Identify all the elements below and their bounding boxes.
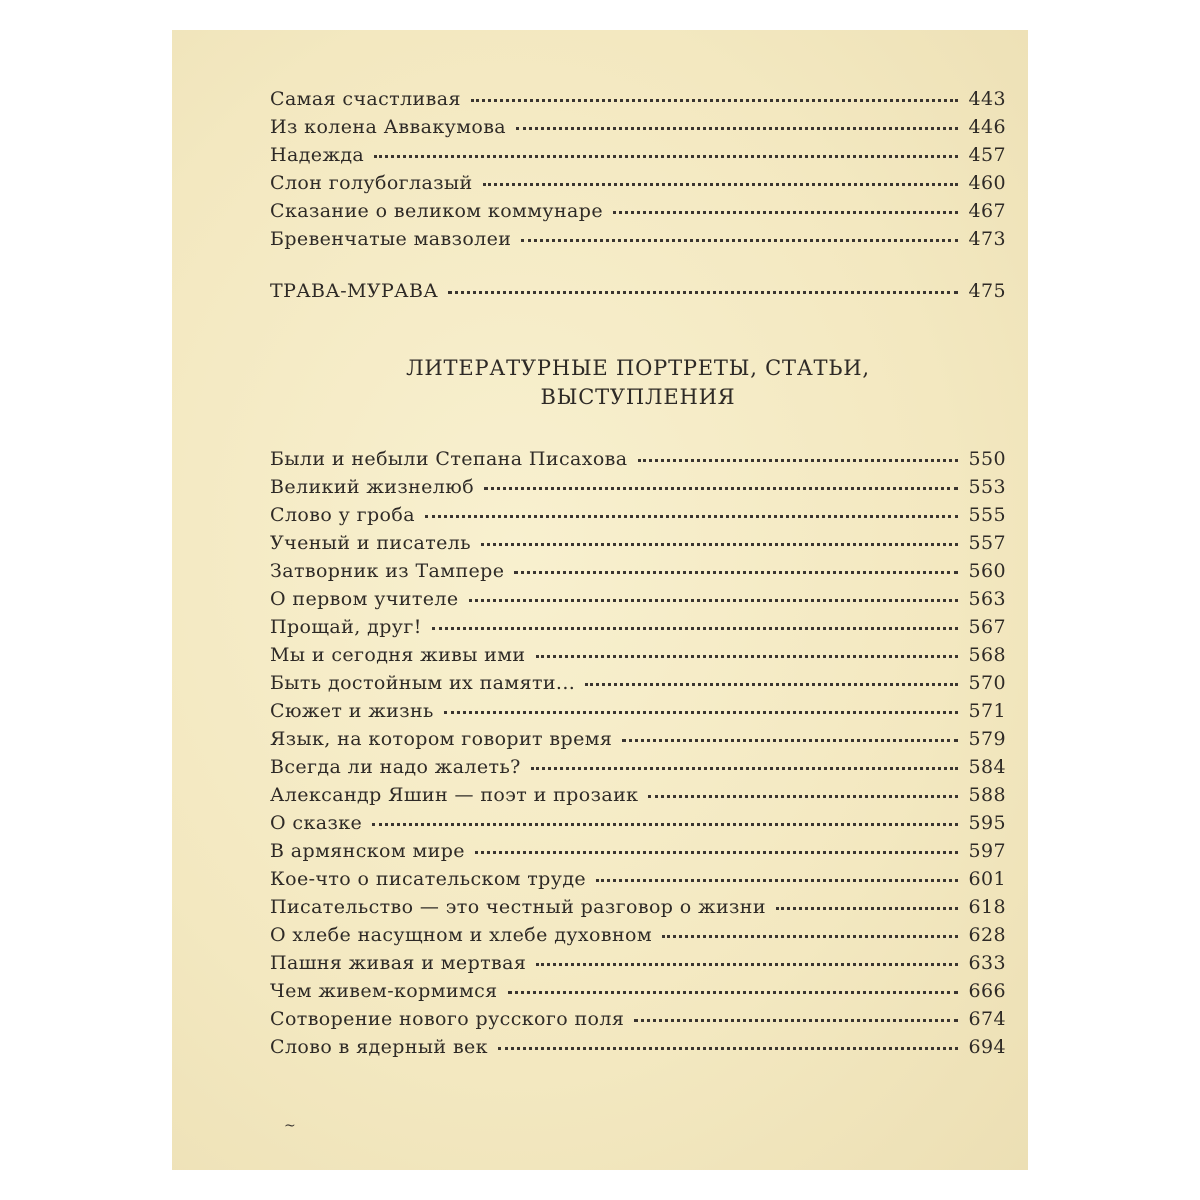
dot-leader [521, 239, 958, 242]
toc-entry-page: 588 [968, 784, 1006, 806]
toc-entry-title: Пашня живая и мертвая [270, 952, 527, 974]
toc-entry-title: Кое-что о писательском труде [270, 868, 587, 890]
dot-leader [372, 823, 958, 826]
section-heading-line: ВЫСТУПЛЕНИЯ [540, 385, 736, 409]
dot-leader [469, 599, 958, 602]
toc-entry-page: 628 [968, 924, 1006, 946]
dot-leader [531, 767, 958, 770]
dot-leader [425, 515, 958, 518]
toc-entry-page: 467 [968, 200, 1006, 222]
toc-entry [270, 1008, 1006, 1036]
section-heading-line: ЛИТЕРАТУРНЫЕ ПОРТРЕТЫ, СТАТЬИ, [406, 356, 870, 380]
toc-entry-page: 446 [968, 116, 1006, 138]
dot-leader [508, 991, 958, 994]
toc-entry-page: 666 [968, 980, 1006, 1002]
toc-entry-title: Слово в ядерный век [270, 1036, 488, 1058]
toc-entry-page: 553 [968, 476, 1006, 498]
toc-entry-page: 674 [968, 1008, 1006, 1030]
toc-entry [270, 448, 1006, 476]
dot-leader [432, 627, 958, 630]
toc-entry-page: 571 [968, 700, 1006, 722]
toc-entry [270, 924, 1006, 952]
dot-leader [484, 487, 958, 490]
toc-entry-page: 475 [968, 280, 1006, 302]
toc-entry [270, 116, 1006, 144]
toc-entry-title: Прощай, друг! [270, 616, 422, 638]
toc-entry [270, 980, 1006, 1008]
toc-entry-title: Сюжет и жизнь [270, 700, 434, 722]
toc-entry-title: Мы и сегодня живы ими [270, 644, 526, 666]
toc-entry-page: 568 [968, 644, 1006, 666]
toc-entry-title: Александр Яшин — поэт и прозаик [270, 784, 639, 806]
toc-entry [270, 868, 1006, 896]
toc-entry [270, 588, 1006, 616]
dot-leader [516, 127, 958, 130]
dot-leader [622, 739, 958, 742]
toc-entry-page: 567 [968, 616, 1006, 638]
toc-entry [270, 672, 1006, 700]
toc-entry [270, 144, 1006, 172]
dot-leader [536, 655, 959, 658]
toc-entry [270, 700, 1006, 728]
dot-leader [648, 795, 958, 798]
toc-entry-page: 584 [968, 756, 1006, 778]
toc-entry-page: 473 [968, 228, 1006, 250]
dot-leader [374, 155, 958, 158]
toc-entry-page: 601 [968, 868, 1006, 890]
dot-leader [638, 459, 959, 462]
dot-leader [448, 291, 958, 294]
toc-entry-title: Сказание о великом коммунаре [270, 200, 603, 222]
dot-leader [498, 1047, 958, 1050]
toc-entry-title: О сказке [270, 812, 363, 834]
toc-entry-page: 595 [968, 812, 1006, 834]
toc-entry [270, 560, 1006, 588]
toc-entry-page: 563 [968, 588, 1006, 610]
toc-entry [270, 1036, 1006, 1064]
toc-entry-page: 555 [968, 504, 1006, 526]
toc-entry-title: О хлебе насущном и хлебе духовном [270, 924, 653, 946]
toc-entry-page: 694 [968, 1036, 1006, 1058]
toc-entry-page: 460 [968, 172, 1006, 194]
toc-entry [270, 728, 1006, 756]
toc-entry [270, 476, 1006, 504]
toc-entry-page: 443 [968, 88, 1006, 110]
toc-entry-title: Были и небыли Степана Писахова [270, 448, 628, 470]
toc-entry-standalone [270, 280, 1006, 308]
dot-leader [662, 935, 958, 938]
toc-entry-page: 618 [968, 896, 1006, 918]
toc-entry [270, 896, 1006, 924]
toc-entry-page: 457 [968, 144, 1006, 166]
toc-entry [270, 172, 1006, 200]
dot-leader [444, 711, 958, 714]
toc-entry [270, 756, 1006, 784]
toc-entry-page: 557 [968, 532, 1006, 554]
toc-entry-title: Из колена Аввакумова [270, 116, 507, 138]
toc-entry-page: 550 [968, 448, 1006, 470]
dot-leader [596, 879, 958, 882]
toc-entry-title: Надежда [270, 144, 365, 166]
toc-entry-title: Быть достойным их памяти... [270, 672, 576, 694]
toc-entry-title: Бревенчатые мавзолеи [270, 228, 512, 250]
dot-leader [776, 907, 958, 910]
toc-entry [270, 616, 1006, 644]
toc-entry [270, 532, 1006, 560]
toc-entry-title: Ученый и писатель [270, 532, 471, 554]
toc-entry-title: ТРАВА-МУРАВА [270, 280, 439, 302]
dot-leader [483, 183, 958, 186]
section-heading [270, 354, 1006, 412]
toc-entry-title: Затворник из Тампере [270, 560, 505, 582]
dot-leader [585, 683, 958, 686]
toc-entry-title: В армянском мире [270, 840, 465, 862]
toc-entry-title: Писательство — это честный разговор о жизни [270, 896, 766, 918]
toc-entry-title: Слон голубоглазый [270, 172, 473, 194]
toc-entry-page: 597 [968, 840, 1006, 862]
toc-entry-title: Чем живем-кормимся [270, 980, 498, 1002]
toc-entry-page: 570 [968, 672, 1006, 694]
dot-leader [514, 571, 958, 574]
toc-entry-title: Самая счастливая [270, 88, 461, 110]
dot-leader [481, 543, 958, 546]
toc-entry-page: 560 [968, 560, 1006, 582]
toc-entry [270, 200, 1006, 228]
toc-entry [270, 952, 1006, 980]
toc-entry-title: Слово у гроба [270, 504, 415, 526]
toc-entry-title: Всегда ли надо жалеть? [270, 756, 521, 778]
dot-leader [475, 851, 958, 854]
toc-entry-page: 633 [968, 952, 1006, 974]
toc-entry-title: Великий жизнелюб [270, 476, 475, 498]
toc-entry-title: О первом учителе [270, 588, 459, 610]
ink-smudge: ~ [284, 1118, 296, 1134]
dot-leader [536, 963, 958, 966]
toc-entry [270, 644, 1006, 672]
book-page [172, 30, 1028, 1170]
dot-leader [613, 211, 958, 214]
dot-leader [634, 1019, 958, 1022]
toc-entry-title: Сотворение нового русского поля [270, 1008, 625, 1030]
toc-entry [270, 88, 1006, 116]
toc-entry [270, 228, 1006, 256]
toc-entry-page: 579 [968, 728, 1006, 750]
dot-leader [471, 99, 958, 102]
toc-entry [270, 840, 1006, 868]
toc-entry-title: Язык, на котором говорит время [270, 728, 613, 750]
toc-entry [270, 784, 1006, 812]
toc-entry [270, 812, 1006, 840]
toc-entry [270, 504, 1006, 532]
